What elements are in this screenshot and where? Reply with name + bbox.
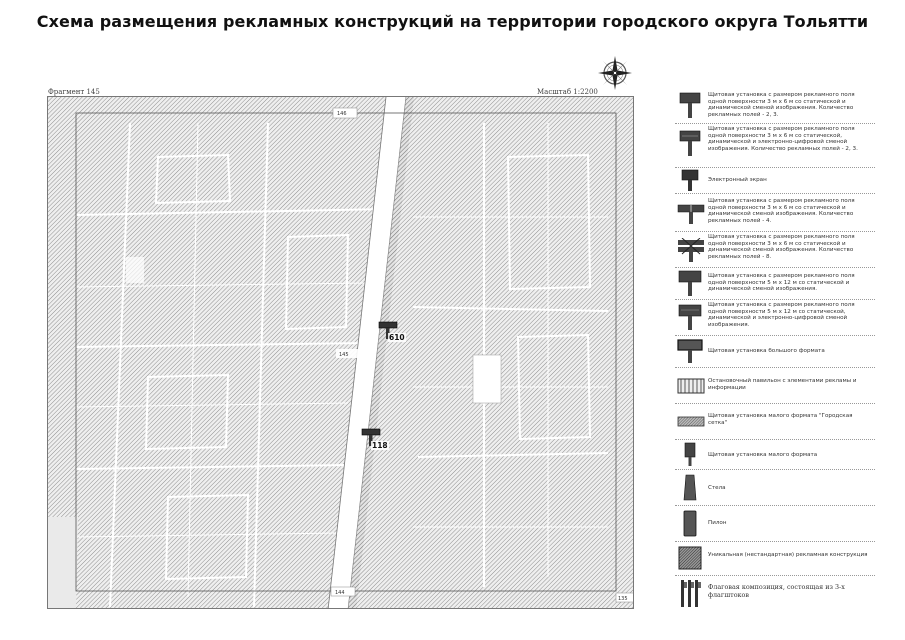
legend-item — [675, 368, 875, 404]
legend-item — [675, 168, 875, 194]
legend-item — [675, 268, 875, 300]
pylon-icon — [677, 510, 703, 538]
legend-item — [675, 542, 875, 576]
map-canvas — [48, 97, 634, 609]
legend-item — [675, 194, 875, 232]
billboard-3x6-static-dynamic-icon — [677, 92, 703, 120]
open-area — [48, 517, 78, 609]
legend-item — [675, 506, 875, 542]
legend-item — [675, 84, 875, 124]
scale-label: Масштаб 1:2200 — [537, 88, 598, 96]
sheet-label-center: 145 — [339, 352, 349, 358]
building — [473, 355, 501, 403]
sheet-label-bottom: 144 — [335, 590, 345, 596]
legend-item — [675, 440, 875, 470]
legend-item — [675, 300, 875, 336]
legend-item — [675, 124, 875, 168]
stela-icon — [677, 474, 703, 502]
legend-item — [675, 232, 875, 268]
flag-composition-icon — [677, 579, 703, 609]
legend-text: Щитовая установка с размером рекламного поля одной поверхности 5 м х 12 м со статической и динамической сменой изображения. — [708, 273, 855, 293]
legend-text: Щитовая установка с размером рекламного поля одной поверхности 3 м х 6 м со статической, динамической и электронно-цифровой сменой изображения. Количество рекламных полей - 2, 3. — [708, 126, 858, 152]
unique-nonstandard-structure-icon — [677, 546, 703, 572]
legend-item — [675, 470, 875, 506]
fragment-label: Фрагмент 145 — [48, 88, 100, 96]
bus-stop-pavilion-icon — [677, 376, 705, 398]
legend-text: Щитовая установка большого формата — [708, 348, 825, 354]
billboard-marker[interactable] — [378, 321, 405, 345]
marker-id-label: 118 — [372, 441, 388, 450]
billboard-3x6-four-fields-icon — [677, 202, 705, 226]
legend-text: Электронный экран — [708, 177, 767, 183]
sheet-label-corner: 135 — [618, 596, 628, 602]
building — [126, 257, 144, 283]
marker-id-label: 610 — [389, 333, 405, 342]
small-format-billboard-icon — [677, 442, 703, 468]
legend-item — [675, 404, 875, 440]
legend-item — [675, 576, 875, 612]
page-title: Схема размещения рекламных конструкций на территории городского округа Тольятти — [36, 12, 869, 31]
legend-text: Пилон — [708, 520, 727, 526]
billboard-5x12-static-dynamic-icon — [677, 270, 703, 298]
compass-rose-icon — [597, 55, 633, 91]
legend-text: Флаговая композиция, состоящая из 3-х флагштоков — [708, 583, 845, 599]
legend-text: Щитовая установка с размером рекламного поля одной поверхности 3 м х 6 м со статической и динамической сменой изображения. Количество рекламных полей - 2, 3. — [708, 92, 855, 118]
billboard-5x12-digital-icon — [677, 304, 703, 332]
legend-text: Стела — [708, 485, 726, 491]
sheet-label-top: 146 — [337, 111, 347, 117]
legend-text: Щитовая установка малого формата "Городская сетка" — [708, 413, 853, 426]
map-fragment[interactable] — [47, 96, 634, 609]
billboard-3x6-digital-icon — [677, 130, 703, 158]
legend-text: Щитовая установка с размером рекламного поля одной поверхности 5 м х 12 м со статической, динамической и электронно-цифровой сменой изображения. — [708, 302, 855, 328]
large-format-billboard-icon — [677, 339, 703, 365]
electronic-screen-icon — [677, 169, 703, 193]
legend-text: Щитовая установка с размером рекламного поля одной поверхности 3 м х 6 м со статической и динамической сменой изображения. Количество рекламных полей - 4. — [708, 198, 855, 224]
small-format-city-board-icon — [677, 414, 705, 430]
legend-item — [675, 336, 875, 368]
billboard-3x6-eight-fields-icon — [677, 238, 705, 264]
legend-text: Щитовая установка малого формата — [708, 452, 818, 458]
legend-text: Щитовая установка с размером рекламного поля одной поверхности 3 м х 6 м со статической и динамической сменой изображения. Количество рекламных полей - 8. — [708, 234, 855, 260]
billboard-marker[interactable] — [361, 428, 388, 452]
legend-text: Остановочный павильон с элементами рекламы и информации — [708, 378, 857, 391]
legend-text: Уникальная (нестандартная) рекламная конструкция — [708, 552, 868, 558]
